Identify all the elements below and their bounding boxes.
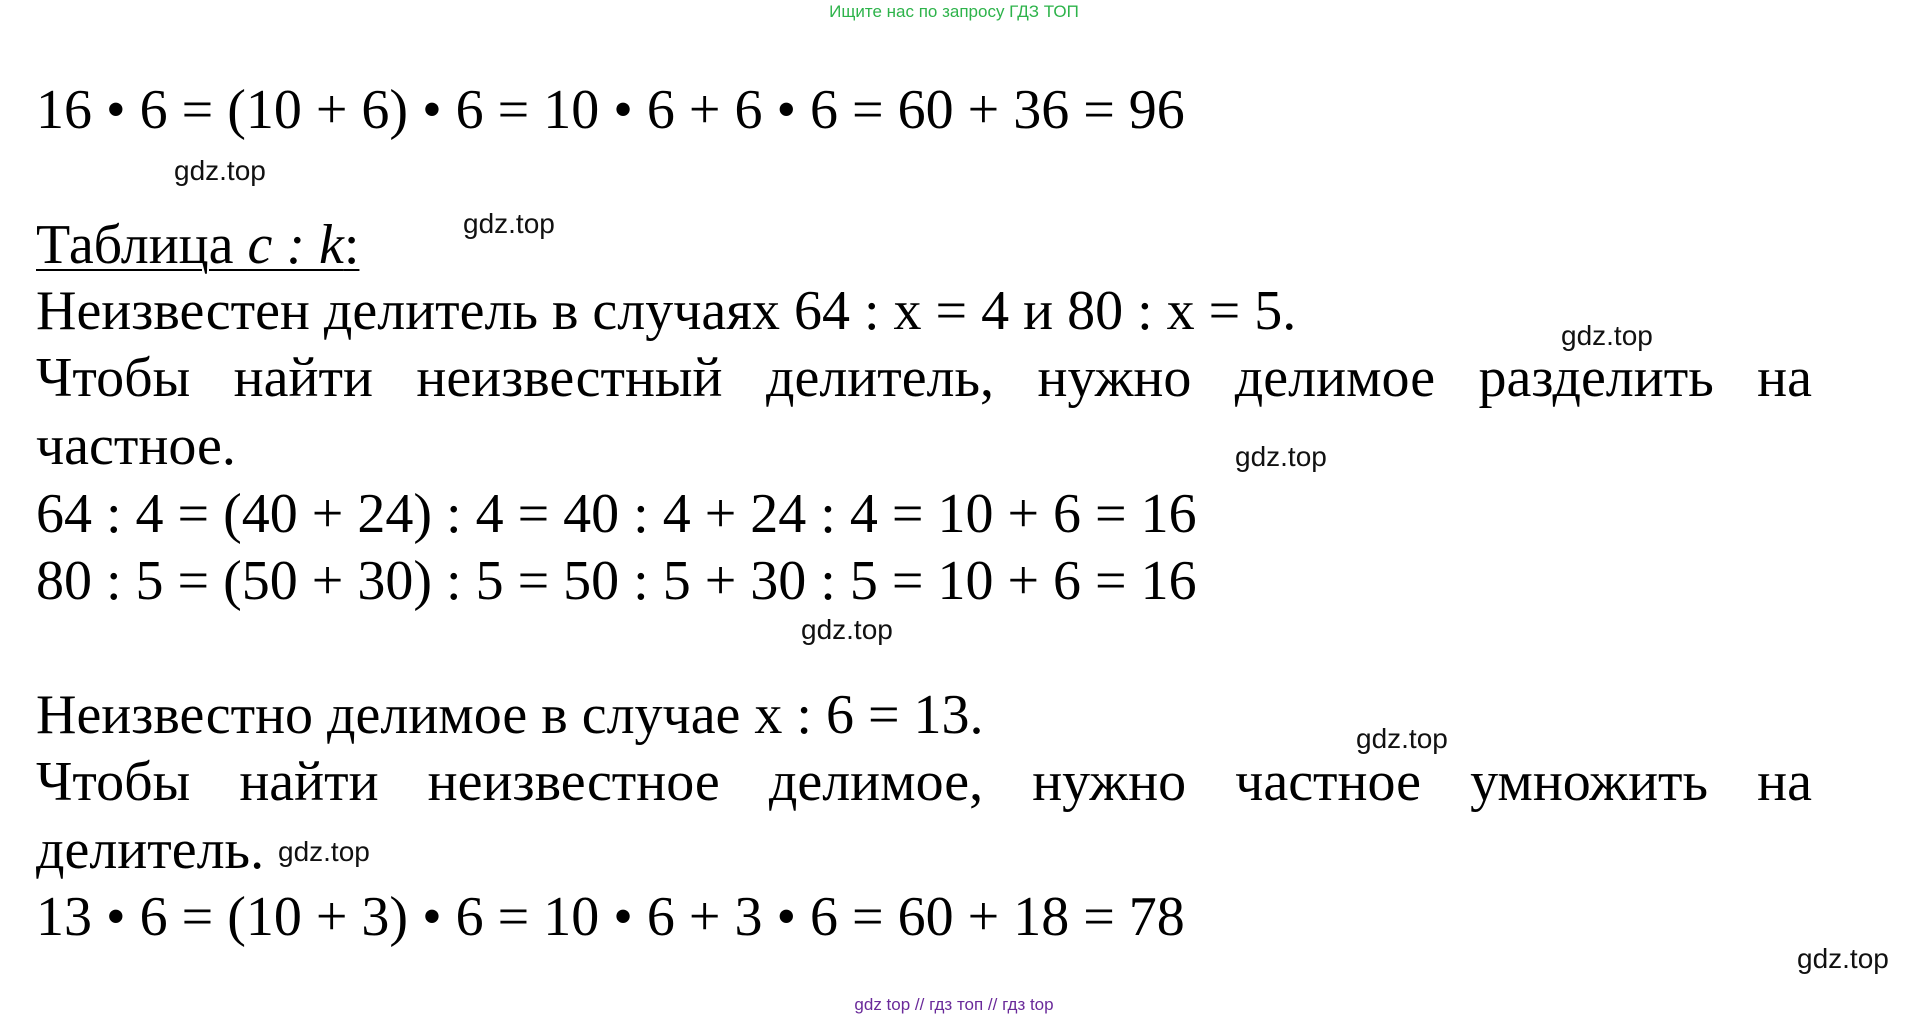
watermark-3: gdz.top	[1561, 320, 1653, 351]
dividend-rule-line2: делитель.	[36, 819, 265, 881]
divisor-rule-line1: Чтобы найти неизвестный делитель, нужно делимое разделить на	[36, 347, 1812, 409]
top-banner: Ищите нас по запросу ГДЗ ТОП	[829, 2, 1079, 21]
watermark-4: gdz.top	[1235, 441, 1327, 472]
heading-prefix: Таблица	[36, 214, 248, 276]
divisor-rule-line2: частное.	[36, 415, 236, 477]
dividend-case: Неизвестно делимое в случае x : 6 = 13.	[36, 684, 984, 746]
footer-links: gdz top // гдз топ // гдз top	[854, 995, 1054, 1014]
watermark-2: gdz.top	[463, 208, 555, 239]
heading-suffix: :	[343, 214, 360, 276]
equation-64div4: 64 : 4 = (40 + 24) : 4 = 40 : 4 + 24 : 4 = 10 + 6 = 16	[36, 483, 1197, 545]
divisor-case: Неизвестен делитель в случаях 64 : x = 4 и 80 : x = 5.	[36, 280, 1297, 342]
watermark-8: gdz.top	[1797, 943, 1889, 974]
watermark-1: gdz.top	[174, 155, 266, 186]
equation-13x6: 13 • 6 = (10 + 3) • 6 = 10 • 6 + 3 • 6 = 60 + 18 = 78	[36, 886, 1185, 948]
watermark-6: gdz.top	[1356, 723, 1448, 754]
watermark-5: gdz.top	[801, 614, 893, 645]
dividend-rule-line1: Чтобы найти неизвестное делимое, нужно частное умножить на	[36, 751, 1812, 813]
section-heading	[36, 214, 360, 276]
heading-italic: c : k	[247, 214, 344, 276]
equation-16x6: 16 • 6 = (10 + 6) • 6 = 10 • 6 + 6 • 6 = 60 + 36 = 96	[36, 79, 1185, 141]
watermark-7: gdz.top	[278, 836, 370, 867]
equation-80div5: 80 : 5 = (50 + 30) : 5 = 50 : 5 + 30 : 5 = 10 + 6 = 16	[36, 550, 1197, 612]
